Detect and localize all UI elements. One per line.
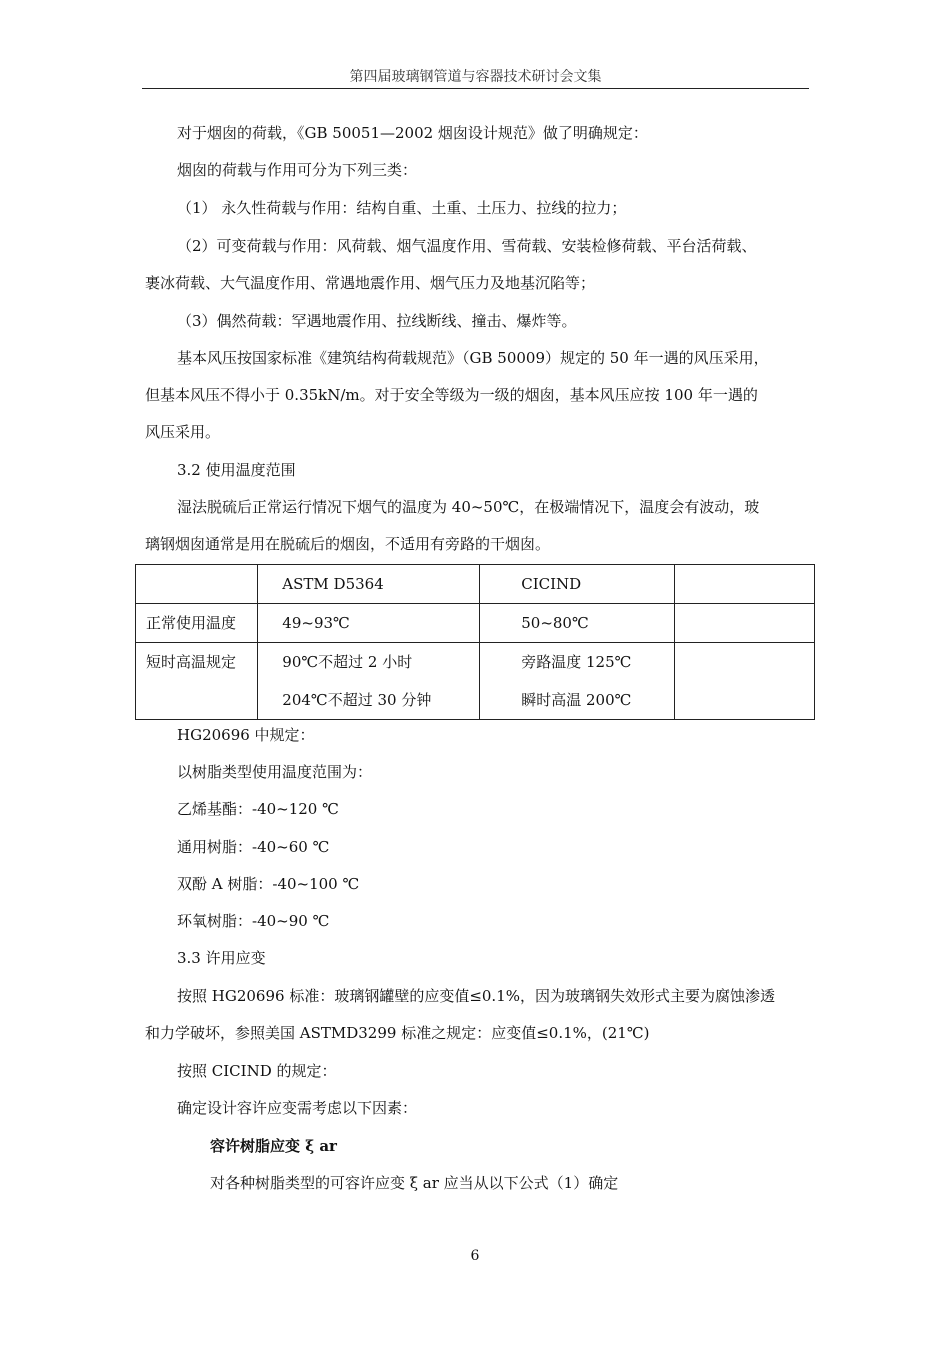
section-heading-3-2: 3.2 使用温度范围 <box>177 461 296 479</box>
list-item-bisphenol-a: 双酚 A 树脂：-40~100 ℃ <box>177 875 360 893</box>
section-heading-3-3: 3.3 许用应变 <box>177 949 266 967</box>
para-load-categories: 烟囱的荷载与作用可分为下列三类： <box>177 161 418 179</box>
list-item-variable-load-2: 裹冰荷载、大气温度作用、常遇地震作用、烟气压力及地基沉陷等； <box>145 274 596 292</box>
table-cell: 短时高温规定 <box>136 643 258 720</box>
para-design-factors: 确定设计容许应变需考虑以下因素： <box>177 1099 418 1117</box>
list-item-permanent-load: （1） 永久性荷载与作用：结构自重、土重、土压力、拉线的拉力； <box>177 199 627 217</box>
list-item-general-resin: 通用树脂：-40~60 ℃ <box>177 838 330 856</box>
list-item-accidental-load: （3）偶然荷载：罕遇地震作用、拉线断线、撞击、爆炸等。 <box>177 312 577 330</box>
header-rule <box>142 88 809 89</box>
para-strain-1: 按照 HG20696 标准：玻璃钢罐壁的应变值≤0.1%，因为玻璃钢失效形式主要为腐蚀渗透 <box>177 987 775 1005</box>
temperature-table <box>135 564 815 720</box>
table-cell <box>674 604 814 643</box>
table-row <box>136 643 815 720</box>
para-chimney-load-intro: 对于烟囱的荷载，《GB 50051—2002 烟囱设计规范》做了明确规定： <box>177 124 648 142</box>
para-wind-pressure-3: 风压采用。 <box>145 423 221 441</box>
list-item-epoxy: 环氧树脂：-40~90 ℃ <box>177 912 330 930</box>
table-header-cell <box>136 565 258 604</box>
page-number: 6 <box>470 1248 480 1264</box>
list-item-vinyl-ester: 乙烯基酯：-40~120 ℃ <box>177 800 339 818</box>
para-flue-temperature-2: 璃钢烟囱通常是用在脱硫后的烟囱，不适用有旁路的干烟囱。 <box>145 535 551 553</box>
para-cicind: 按照 CICIND 的规定： <box>177 1062 337 1080</box>
table-cell: 旁路温度 125℃ 瞬时高温 200℃ <box>480 643 674 720</box>
table-cell: 49~93℃ <box>258 604 480 643</box>
table-cell <box>674 643 814 720</box>
para-formula-intro: 对各种树脂类型的可容许应变 ξ ar 应当从以下公式（1）确定 <box>210 1174 619 1192</box>
table-header-cell: ASTM D5364 <box>258 565 480 604</box>
para-strain-2: 和力学破坏，参照美国 ASTMD3299 标准之规定：应变值≤0.1%，(21℃) <box>145 1024 650 1042</box>
para-resin-temp-intro: 以树脂类型使用温度范围为： <box>177 763 373 781</box>
table-row <box>136 604 815 643</box>
table-cell: 正常使用温度 <box>136 604 258 643</box>
para-hg20696: HG20696 中规定： <box>177 726 315 744</box>
para-wind-pressure-1: 基本风压按国家标准《建筑结构荷载规范》（GB 50009）规定的 50 年一遇的风压采用， <box>177 349 769 367</box>
running-header: 第四届玻璃钢管道与容器技术研讨会文集 <box>349 69 602 85</box>
para-flue-temperature-1: 湿法脱硫后正常运行情况下烟气的温度为 40~50℃，在极端情况下，温度会有波动，玻 <box>177 498 760 516</box>
list-item-variable-load-1: （2）可变荷载与作用：风荷载、烟气温度作用、雪荷载、安装检修荷载、平台活荷载、 <box>177 237 757 255</box>
table-header-row <box>136 565 815 604</box>
para-wind-pressure-2: 但基本风压不得小于 0.35kN/m。对于安全等级为一级的烟囱，基本风压应按 100 年一遇的 <box>145 386 758 404</box>
table-cell: 50~80℃ <box>480 604 674 643</box>
table-header-cell: CICIND <box>480 565 674 604</box>
subheading-resin-strain: 容许树脂应变 ξ ar <box>210 1137 337 1155</box>
table-cell: 90℃不超过 2 小时 204℃不超过 30 分钟 <box>258 643 480 720</box>
table-header-cell <box>674 565 814 604</box>
